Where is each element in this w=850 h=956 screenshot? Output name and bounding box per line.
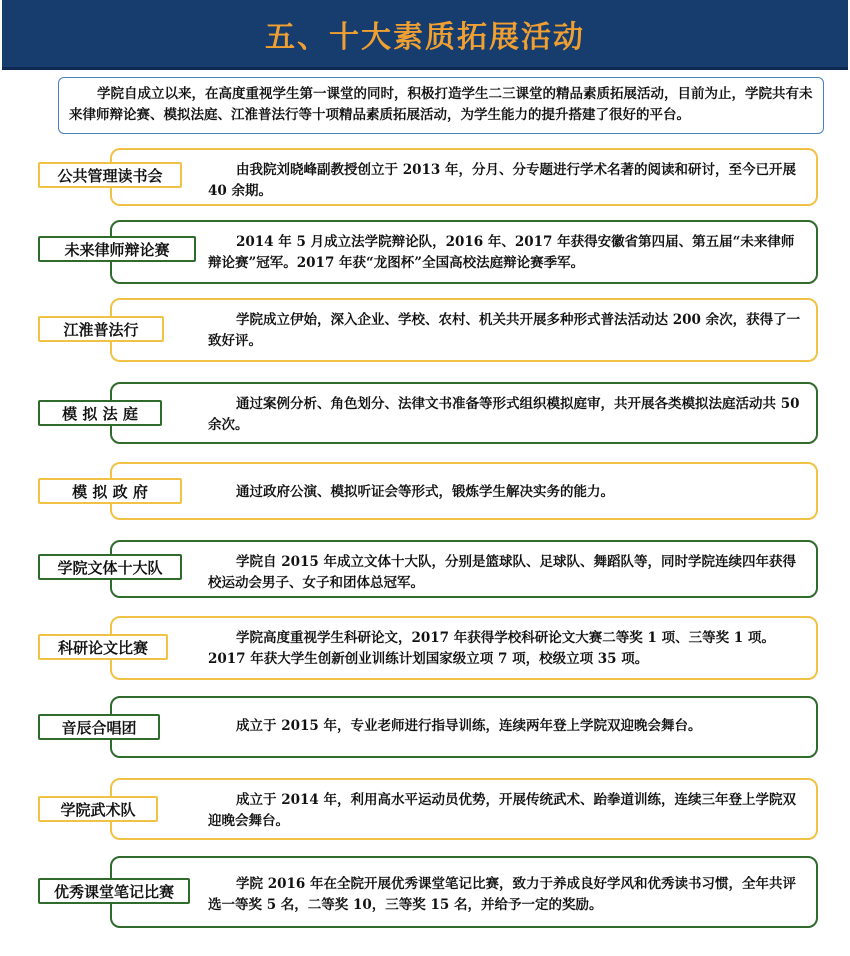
activity-description: 学院自 2015 年成立文体十大队，分别是篮球队、足球队、舞蹈队等，同时学院连续四年获得校运动会男子、女子和团体总冠军。 — [208, 554, 796, 591]
activity-label-martial-arts: 学院武术队 — [38, 796, 158, 822]
activity-label-sports-teams: 学院文体十大队 — [38, 554, 182, 580]
activity-box-sports-teams — [110, 540, 818, 598]
activity-label-debate: 未来律师辩论赛 — [38, 236, 196, 262]
activity-description: 成立于 2015 年，专业老师进行指导训练，连续两年登上学院双迎晚会舞台。 — [236, 718, 702, 734]
activity-description: 学院 2016 年在全院开展优秀课堂笔记比赛，致力于养成良好学风和优秀读书习惯，全年共评选一等奖 5 名，二等奖 10，三等奖 15 名，并给予一定的奖励。 — [208, 876, 796, 913]
activity-box-research-paper — [110, 616, 818, 680]
activity-description: 学院成立伊始，深入企业、学校、农村、机关共开展多种形式普法活动达 200 余次，获得了一致好评。 — [208, 312, 801, 349]
activity-label-research-paper: 科研论文比赛 — [38, 634, 168, 660]
activity-label-law-outreach: 江淮普法行 — [38, 316, 164, 342]
activity-box-choir — [110, 696, 818, 758]
activity-description: 通过案例分析、角色划分、法律文书准备等形式组织模拟庭审，共开展各类模拟法庭活动共 50 余次。 — [208, 396, 800, 433]
activity-description: 由我院刘晓峰副教授创立于 2013 年，分月、分专题进行学术名著的阅读和研讨，至今已开展 40 余期。 — [208, 162, 796, 199]
activity-box-martial-arts — [110, 778, 818, 840]
activity-box-reading-club — [110, 148, 818, 206]
activity-description: 2014 年 5 月成立法学院辩论队，2016 年、2017 年获得安徽省第四届、第五届“未来律师辩论赛”冠军。2017 年获“龙图杯”全国高校法庭辩论赛季军。 — [208, 234, 795, 271]
title-banner — [2, 0, 848, 70]
activity-label-choir: 音辰合唱团 — [38, 714, 160, 740]
activity-label-reading-club: 公共管理读书会 — [38, 162, 182, 188]
page-title: 五、十大素质拓展活动 — [265, 19, 585, 55]
activity-label-class-notes: 优秀课堂笔记比赛 — [38, 878, 190, 904]
activity-description: 通过政府公演、模拟听证会等形式，锻炼学生解决实务的能力。 — [236, 484, 614, 500]
activity-label-moot-court: 模 拟 法 庭 — [38, 400, 162, 426]
activity-box-law-outreach — [110, 298, 818, 362]
activity-description: 成立于 2014 年，利用高水平运动员优势，开展传统武术、跆拳道训练，连续三年登上学院双迎晚会舞台。 — [208, 792, 796, 829]
activity-description: 学院高度重视学生科研论文，2017 年获得学校科研论文大赛二等奖 1 项、三等奖 1 项。2017 年获大学生创新创业训练计划国家级立项 7 项，校级立项 35 项。 — [208, 630, 775, 667]
activity-box-class-notes — [110, 856, 818, 928]
activity-box-moot-court — [110, 382, 818, 444]
activity-box-debate — [110, 220, 818, 284]
activity-box-mock-government — [110, 462, 818, 520]
activity-label-mock-government: 模 拟 政 府 — [38, 478, 182, 504]
intro-box: 学院自成立以来，在高度重视学生第一课堂的同时，积极打造学生二三课堂的精品素质拓展活动，目前为止，学院共有未来律师辩论赛、模拟法庭、江淮普法行等十项精品素质拓展活动，为学生能力的提升搭建了很好的平台。 — [58, 77, 824, 134]
